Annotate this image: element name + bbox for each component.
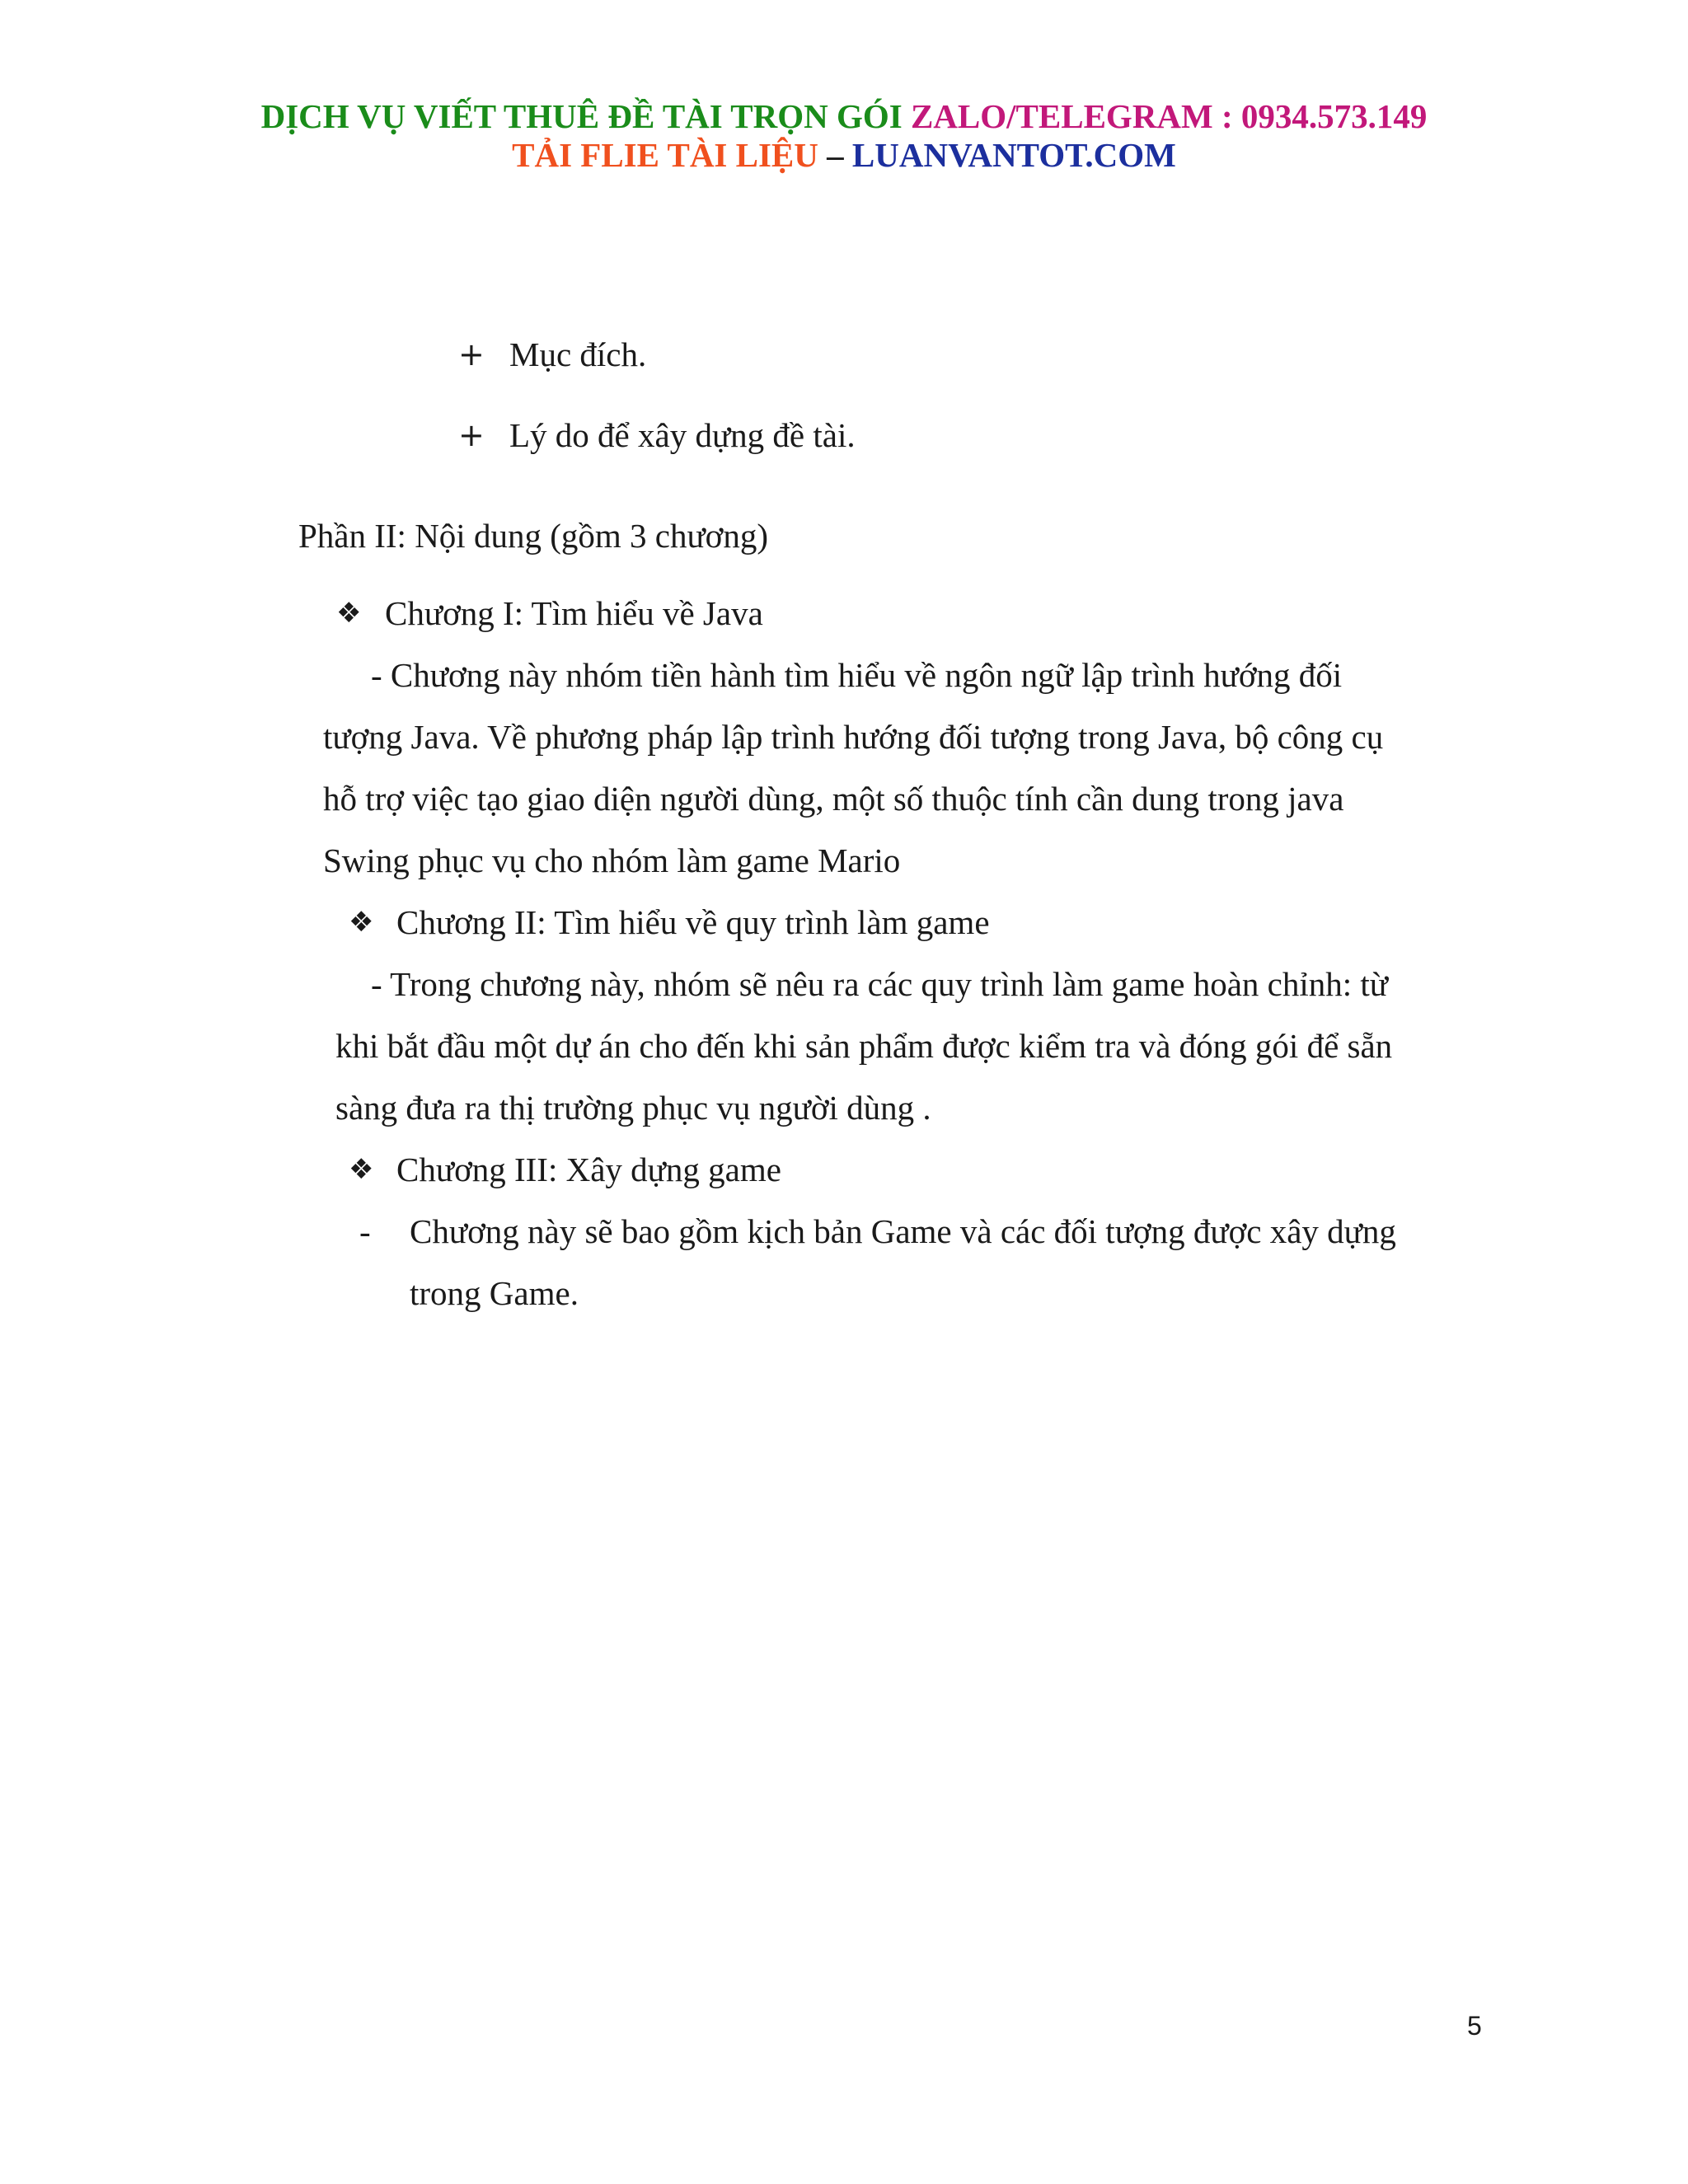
chapter1-desc-line: hỗ trợ việc tạo giao diện người dùng, một số thuộc tính cần dung trong java xyxy=(323,780,1344,818)
chapter1-desc-line: tượng Java. Về phương pháp lập trình hướng đối tượng trong Java, bộ công cụ xyxy=(323,718,1384,756)
chapter2-desc-line: - Trong chương này, nhóm sẽ nêu ra các quy trình làm game hoàn chỉnh: từ xyxy=(371,965,1388,1003)
header-website-link[interactable]: LUANVANTOT.COM xyxy=(851,136,1176,174)
header-dash: – xyxy=(818,136,852,174)
header-line-1 xyxy=(0,97,1688,136)
chapter2-desc-line: khi bắt đầu một dự án cho đến khi sản phẩm được kiểm tra và đóng gói để sẵn xyxy=(335,1027,1393,1065)
chapter3-dash: - xyxy=(359,1212,371,1250)
chapter2-title: Chương II: Tìm hiểu về quy trình làm game xyxy=(396,903,990,941)
diamond-bullet-icon: ❖ xyxy=(349,906,374,939)
diamond-bullet-icon: ❖ xyxy=(336,597,362,630)
chapter1-desc-line: Swing phục vụ cho nhóm làm game Mario xyxy=(323,841,901,879)
bullet-item-reason: Lý do để xây dựng đề tài. xyxy=(509,416,856,454)
header-service-text: DỊCH VỤ VIẾT THUÊ ĐỀ TÀI TRỌN GÓI xyxy=(260,97,911,135)
page-number: 5 xyxy=(1467,2011,1482,2041)
bullet-item-purpose: Mục đích. xyxy=(509,335,647,373)
chapter1-title: Chương I: Tìm hiểu về Java xyxy=(385,594,763,632)
page-header-banner xyxy=(0,97,1688,175)
plus-bullet-icon: + xyxy=(458,417,485,453)
chapter3-desc-line: Chương này sẽ bao gồm kịch bản Game và các đối tượng được xây dựng xyxy=(410,1212,1396,1250)
header-contact-text: ZALO/TELEGRAM : 0934.573.149 xyxy=(910,97,1428,135)
header-download-text: TẢI FLIE TÀI LIỆU xyxy=(512,136,818,174)
chapter3-desc-line: trong Game. xyxy=(410,1274,579,1312)
chapter3-title: Chương III: Xây dựng game xyxy=(396,1151,781,1188)
part2-heading: Phần II: Nội dung (gồm 3 chương) xyxy=(298,517,768,555)
diamond-bullet-icon: ❖ xyxy=(349,1153,374,1186)
chapter1-desc-line: - Chương này nhóm tiền hành tìm hiểu về ngôn ngữ lập trình hướng đối xyxy=(371,656,1343,694)
chapter2-desc-line: sàng đưa ra thị trường phục vụ người dùng . xyxy=(335,1089,931,1127)
plus-bullet-icon: + xyxy=(458,336,485,373)
header-line-2 xyxy=(0,136,1688,175)
